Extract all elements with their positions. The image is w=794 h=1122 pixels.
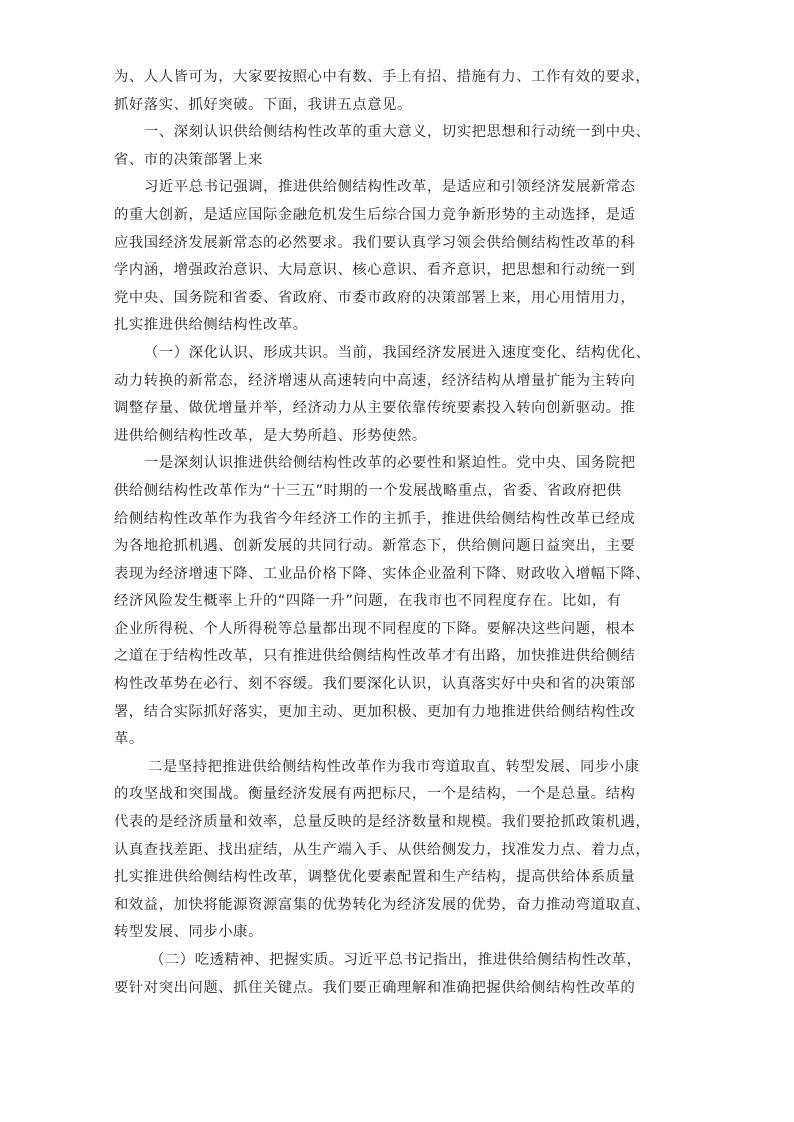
text-line: 进供给侧结构性改革，是大势所趋、形势使然。 bbox=[114, 427, 427, 444]
text-line: 学内涵，增强政治意识、大局意识、核心意识、看齐意识，把思想和行动统一到 bbox=[114, 262, 636, 279]
text-line: （二）吃透精神、把握实质。习近平总书记指出，推进供给侧结构性改革， bbox=[150, 952, 642, 968]
text-line: 的重大创新，是适应国际金融危机发生后综合国力竞争新形势的主动选择，是适 bbox=[114, 206, 636, 223]
text-line: 代表的是经济质量和效率，总量反映的是经济数量和规模。我们要抢抓政策机遇， bbox=[114, 814, 651, 831]
text-line: 的攻坚战和突围战。衡量经济发展有两把标尺，一个是结构，一个是总量。结构 bbox=[114, 786, 636, 803]
text-line: 动力转换的新常态，经济增速从高速转向中高速，经济结构从增量扩能为主转向 bbox=[114, 372, 636, 389]
text-line: 一、深刻认识供给侧结构性改革的重大意义，切实把思想和行动统一到中央、 bbox=[144, 124, 651, 141]
text-line: 应我国经济发展新常态的必然要求。我们要认真学习领会供给侧结构性改革的科 bbox=[114, 234, 636, 251]
text-line: 省、市的决策部署上来 bbox=[114, 151, 263, 168]
text-line: 革。 bbox=[114, 731, 144, 748]
text-line: 经济风险发生概率上升的“四降一升”问题，在我市也不同程度存在。比如，有 bbox=[114, 593, 622, 610]
text-line: 转型发展、同步小康。 bbox=[114, 924, 263, 941]
text-line: 供给侧结构性改革作为“十三五”时期的一个发展战略重点，省委、省政府把供 bbox=[114, 482, 622, 499]
text-line: 党中央、国务院和省委、省政府、市委市政府的决策部署上来，用心用情用力， bbox=[114, 289, 636, 306]
text-line: 和效益，加快将能源资源富集的优势转化为经济发展的优势，奋力推动弯道取直、 bbox=[114, 896, 651, 913]
text-line: 认真查找差距、找出症结，从生产端入手、从供给侧发力，找准发力点、着力点， bbox=[114, 841, 651, 858]
text-line: 企业所得税、个人所得税等总量都出现不同程度的下降。要解决这些问题，根本 bbox=[114, 620, 636, 637]
text-line: 要针对突出问题、抓住关键点。我们要正确理解和准确把握供给侧结构性改革的 bbox=[114, 979, 636, 996]
text-line: 署，结合实际抓好落实，更加主动、更加积极、更加有力地推进供给侧结构性改 bbox=[114, 703, 636, 720]
text-line: 表现为经济增速下降、工业品价格下降、实体企业盈利下降、财政收入增幅下降、 bbox=[114, 565, 651, 582]
text-line: 二是坚持把推进供给侧结构性改革作为我市弯道取直、转型发展、同步小康 bbox=[148, 758, 640, 775]
text-line: 构性改革势在必行、刻不容缓。我们要深化认识，认真落实好中央和省的决策部 bbox=[114, 676, 636, 693]
body-text bbox=[114, 64, 651, 1002]
text-line: 一是深刻认识推进供给侧结构性改革的必要性和紧迫性。党中央、国务院把 bbox=[144, 455, 636, 472]
text-line: 抓好落实、抓好突破。下面，我讲五点意见。 bbox=[114, 96, 412, 113]
text-line: 扎实推进供给侧结构性改革。 bbox=[114, 317, 308, 334]
text-line: 习近平总书记强调，推进供给侧结构性改革，是适应和引领经济发展新常态 bbox=[144, 179, 636, 196]
text-line: 为各地抢抓机遇、创新发展的共同行动。新常态下，供给侧问题日益突出，主要 bbox=[114, 538, 636, 555]
text-line: 之道在于结构性改革，只有推进供给侧结构性改革才有出路，加快推进供给侧结 bbox=[114, 648, 636, 665]
text-line: 调整存量、做优增量并举，经济动力从主要依靠传统要素投入转向创新驱动。推 bbox=[114, 400, 636, 417]
text-line: 为、人人皆可为，大家要按照心中有数、手上有招、措施有力、工作有效的要求， bbox=[114, 69, 651, 85]
text-line: 扎实推进供给侧结构性改革，调整优化要素配置和生产结构，提高供给体系质量 bbox=[114, 869, 636, 886]
text-line: （一）深化认识、形成共识。当前，我国经济发展进入速度变化、结构优化、 bbox=[144, 344, 651, 361]
text-line: 给侧结构性改革作为我省今年经济工作的主抓手，推进供给侧结构性改革已经成 bbox=[114, 510, 636, 527]
